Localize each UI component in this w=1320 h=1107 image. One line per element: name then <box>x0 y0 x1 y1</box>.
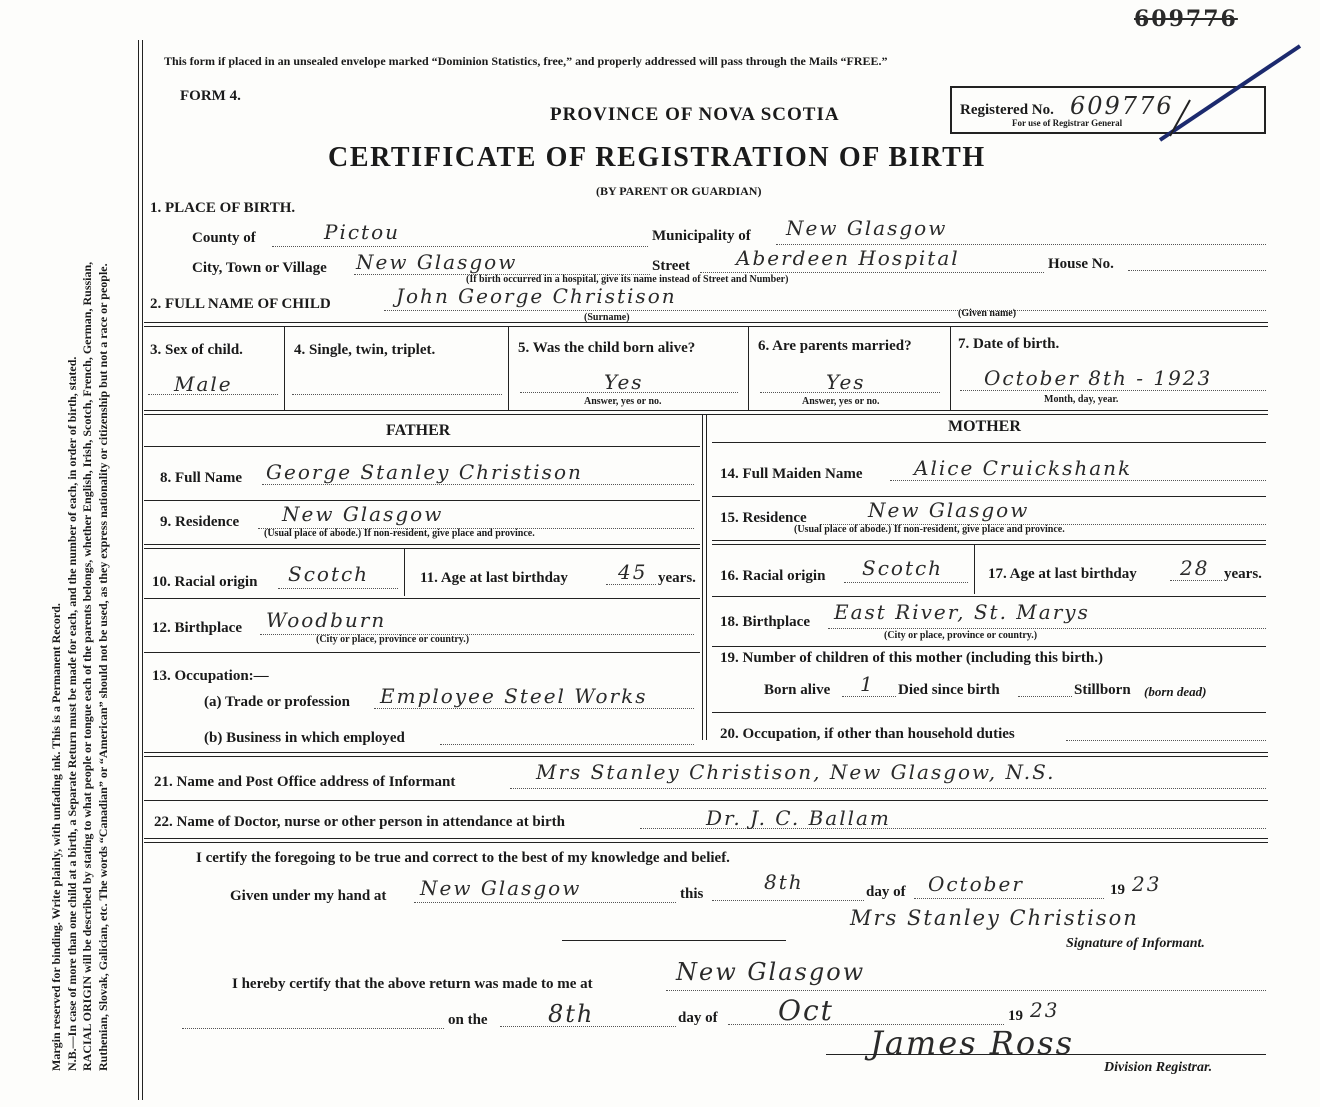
registrar-year-value: 23 <box>1030 998 1060 1022</box>
surname-note: (Surname) <box>584 312 630 323</box>
birth-date-note: Month, day, year. <box>1044 394 1119 405</box>
mother-age-label: 17. Age at last birthday <box>988 566 1137 582</box>
mother-age-unit: years. <box>1224 566 1262 582</box>
birth-date-value: October 8th - 1923 <box>984 366 1213 390</box>
father-residence-label: 9. Residence <box>160 514 240 530</box>
stillborn-label: Stillborn <box>1074 682 1131 698</box>
given-dayof-label: day of <box>866 884 906 900</box>
margin-note-3: RACIAL ORIGIN will be described by stating to what people or tongue each of the parents belongs, whether English, Irish, Scotch, French, German, Russian, <box>80 261 94 1071</box>
mother-heading: MOTHER <box>948 418 1021 435</box>
registered-note: For use of Registrar General <box>1012 118 1123 128</box>
born-alive-count-value: 1 <box>860 672 875 696</box>
registrar-day-value: 8th <box>548 1000 595 1028</box>
mother-residence-label: 15. Residence <box>720 510 807 526</box>
province-title: PROVINCE OF NOVA SCOTIA <box>550 104 840 125</box>
city-value: New Glasgow <box>356 250 518 274</box>
born-alive-value: Yes <box>604 370 644 394</box>
registrar-signature: James Ross <box>870 1024 1074 1062</box>
registered-number: 609776 <box>1070 92 1174 120</box>
children-count-label: 19. Number of children of this mother (including this birth.) <box>720 650 1103 666</box>
registered-label: Registered No. <box>960 102 1054 118</box>
parents-married-note: Answer, yes or no. <box>802 396 880 407</box>
registrar-month-value: Oct <box>778 994 834 1027</box>
municipality-label: Municipality of <box>652 228 751 244</box>
mother-name-label: 14. Full Maiden Name <box>720 466 863 482</box>
father-birthplace-note: (City or place, province or country.) <box>316 634 470 645</box>
father-occupation-label: 13. Occupation:— <box>152 668 269 684</box>
mother-age-value: 28 <box>1180 556 1210 580</box>
father-race-label: 10. Racial origin <box>152 574 258 590</box>
father-birthplace-value: Woodburn <box>266 608 387 632</box>
mother-birthplace-value: East River, St. Marys <box>834 600 1090 624</box>
given-place-value: New Glasgow <box>420 876 582 900</box>
mother-occupation-label: 20. Occupation, if other than household duties <box>720 726 1015 742</box>
given-year-value: 23 <box>1132 872 1162 896</box>
plurality-label: 4. Single, twin, triplet. <box>294 342 436 358</box>
certify-text: I certify the foregoing to be true and correct to the best of my knowledge and belief. <box>196 850 730 866</box>
place-heading: 1. PLACE OF BIRTH. <box>150 200 296 216</box>
parents-married-label: 6. Are parents married? <box>758 338 912 354</box>
street-note: (If birth occurred in a hospital, give its name instead of Street and Number) <box>466 274 789 285</box>
father-birthplace-label: 12. Birthplace <box>152 620 242 636</box>
birth-date-label: 7. Date of birth. <box>958 336 1060 352</box>
sex-label: 3. Sex of child. <box>150 342 243 358</box>
registrar-text: I hereby certify that the above return was made to me at <box>232 976 593 992</box>
registrar-on-label: on the <box>448 1012 488 1028</box>
mother-race-value: Scotch <box>862 556 944 580</box>
doctor-value: Dr. J. C. Ballam <box>706 806 891 830</box>
child-name-value: John George Christison <box>396 284 677 308</box>
street-label: Street <box>652 258 691 274</box>
street-value: Aberdeen Hospital <box>736 246 960 270</box>
father-name-label: 8. Full Name <box>160 470 243 486</box>
registrar-year-prefix: 19 <box>1008 1008 1023 1024</box>
city-label: City, Town or Village <box>192 260 327 276</box>
given-year-prefix: 19 <box>1110 882 1125 898</box>
parents-married-value: Yes <box>826 370 866 394</box>
informant-value: Mrs Stanley Christison, New Glasgow, N.S. <box>536 760 1056 784</box>
margin-notes <box>49 71 111 1071</box>
informant-signature-label: Signature of Informant. <box>1066 936 1205 951</box>
mother-name-value: Alice Cruickshank <box>914 456 1133 480</box>
born-alive-note: Answer, yes or no. <box>584 396 662 407</box>
given-label: Given under my hand at <box>230 888 387 904</box>
father-residence-note: (Usual place of abode.) If non-resident, give place and province. <box>264 528 535 539</box>
binding-margin-line <box>138 40 143 1100</box>
mother-race-label: 16. Racial origin <box>720 568 826 584</box>
father-age-unit: years. <box>658 570 696 586</box>
father-age-label: 11. Age at last birthday <box>420 570 568 586</box>
registrar-place-value: New Glasgow <box>676 958 866 986</box>
county-label: County of <box>192 230 256 246</box>
page-subtitle: (BY PARENT OR GUARDIAN) <box>596 184 762 198</box>
given-name-note: (Given name) <box>958 308 1017 319</box>
margin-note-1: Margin reserved for binding. Write plainly, with unfading ink. This is a Permanent Record. <box>49 603 63 1071</box>
father-residence-value: New Glasgow <box>282 502 444 526</box>
page-title: CERTIFICATE OF REGISTRATION OF BIRTH <box>328 142 986 173</box>
county-value: Pictou <box>324 220 401 244</box>
top-stamp-number: 609776 <box>1134 6 1238 32</box>
margin-note-4: Ruthenian, Slovak, Galician, etc. The words “Canadian” or “American” should not be used, as they express nationality or citizenship but not a race or people. <box>95 263 110 1071</box>
trade-value: Employee Steel Works <box>380 684 648 708</box>
informant-label: 21. Name and Post Office address of Informant <box>154 774 456 790</box>
doctor-label: 22. Name of Doctor, nurse or other person in attendance at birth <box>154 814 565 830</box>
child-name-label: 2. FULL NAME OF CHILD <box>150 296 331 312</box>
margin-note-2: N.B.—In case of more than one child at a birth, a Separate Return must be made for each, and the number of each, in order of birth, stated. <box>64 356 79 1071</box>
mother-birthplace-note: (City or place, province or country.) <box>884 630 1038 641</box>
check-mark-icon <box>1150 40 1310 160</box>
mother-residence-value: New Glasgow <box>868 498 1030 522</box>
business-label: (b) Business in which employed <box>204 730 405 746</box>
house-label: House No. <box>1048 256 1114 272</box>
father-age-value: 45 <box>618 560 648 584</box>
registrar-signature-label: Division Registrar. <box>1104 1060 1213 1075</box>
registrar-dayof-label: day of <box>678 1010 718 1026</box>
born-alive-label: 5. Was the child born alive? <box>518 340 696 356</box>
father-race-value: Scotch <box>288 562 370 586</box>
father-heading: FATHER <box>386 422 451 439</box>
mother-residence-note: (Usual place of abode.) If non-resident, give place and province. <box>794 524 1065 535</box>
died-since-birth-label: Died since birth <box>898 682 1000 698</box>
born-alive-count-label: Born alive <box>764 682 831 698</box>
informant-signature: Mrs Stanley Christison <box>850 906 1139 930</box>
stillborn-note: (born dead) <box>1144 684 1207 699</box>
given-day-value: 8th <box>764 870 804 894</box>
mother-birthplace-label: 18. Birthplace <box>720 614 810 630</box>
mail-notice: This form if placed in an unsealed envelope marked “Dominion Statistics, free,” and properly addressed will pass through the Mails “FREE.” <box>164 54 888 68</box>
municipality-value: New Glasgow <box>786 216 948 240</box>
form-number: FORM 4. <box>180 88 241 104</box>
trade-label: (a) Trade or profession <box>204 694 350 710</box>
sex-value: Male <box>174 372 233 396</box>
given-this-label: this <box>680 886 704 902</box>
given-month-value: October <box>928 872 1024 896</box>
father-name-value: George Stanley Christison <box>266 460 583 484</box>
